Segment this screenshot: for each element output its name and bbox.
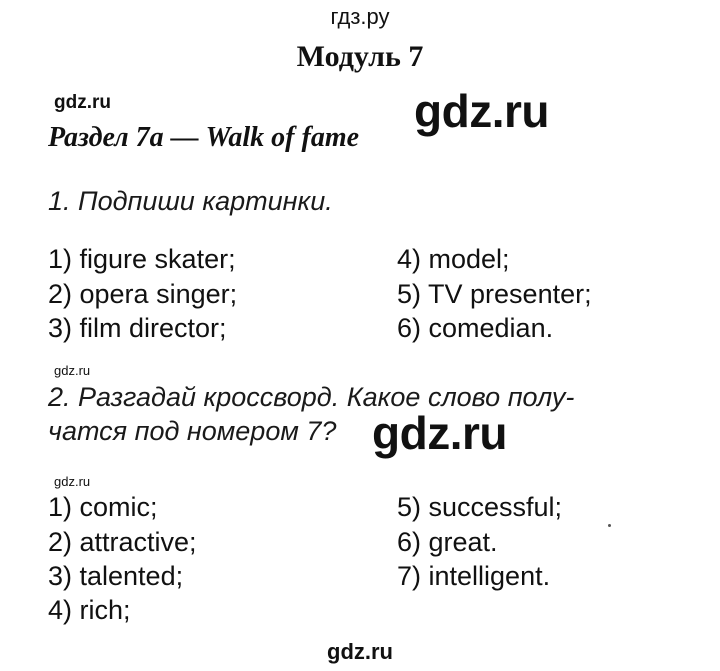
module-title: Модуль 7 [296, 40, 424, 73]
task1-item: 4) model; [397, 244, 510, 274]
section-title: Раздел 7а — Walk of fame [48, 122, 360, 153]
task2-item: 2) attractive; [48, 527, 197, 557]
watermark-small: gdz.ru [54, 92, 111, 113]
watermark-tiny: gdz.ru [54, 363, 91, 378]
task2-item: 4) rich; [48, 595, 131, 625]
task2-item: 6) great. [397, 527, 498, 557]
task2-item: 5) successful; [397, 492, 563, 522]
task1-item: 5) TV presenter; [397, 279, 592, 309]
task1-item: 3) film director; [48, 313, 227, 343]
watermark-bottom: gdz.ru [327, 639, 393, 664]
task2-prompt-line1: 2. Разгадай кроссворд. Какое слово полу- [48, 382, 575, 412]
scan-speck [608, 524, 611, 527]
watermark-big: gdz.ru [372, 407, 507, 459]
task1-item: 6) comedian. [397, 313, 554, 343]
task2-item: 7) intelligent. [397, 561, 551, 591]
task1-item: 2) opera singer; [48, 279, 238, 309]
task2-item: 3) talented; [48, 561, 184, 591]
task1-item: 1) figure skater; [48, 244, 236, 274]
watermark-top: гдз.ру [330, 4, 390, 29]
watermark-big: gdz.ru [414, 85, 549, 137]
watermark-tiny: gdz.ru [54, 474, 91, 489]
task1-prompt: 1. Подпиши картинки. [48, 186, 333, 216]
task2-item: 1) comic; [48, 492, 158, 522]
task2-prompt-line2: чатся под номером 7? [48, 416, 337, 446]
